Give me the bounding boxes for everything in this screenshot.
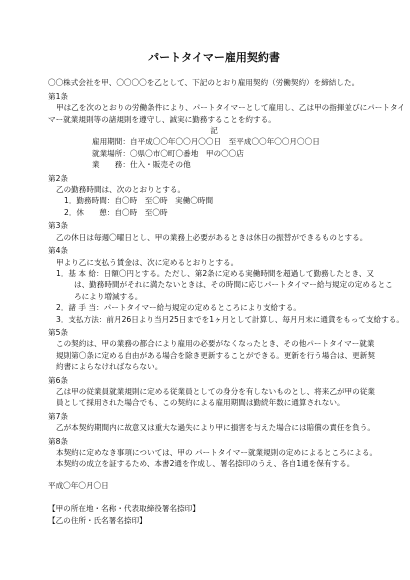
article-text: ろにより増減する。 bbox=[74, 291, 143, 301]
employee-signature-field: 【乙の住所・氏名署名捺印】 bbox=[48, 515, 147, 525]
article-text: 本契約の成立を証するため、本書2通を作成し、署名捺印のうえ、各自1通を保有する。 bbox=[56, 459, 355, 469]
document-title: パートタイマー雇用契約書 bbox=[148, 51, 280, 64]
article-6 bbox=[48, 375, 380, 409]
article-heading: 第8条 bbox=[48, 436, 69, 446]
job-duties: 業 務：仕入・販売その他 bbox=[92, 160, 191, 170]
article-text: 2．諸 手 当：パートタイマー給与規定の定めるところにより支給する。 bbox=[56, 303, 301, 313]
article-text: は、勤務時間がそれに満たないときは、その時間に応じパートタイマー給与規定の定めるとこ bbox=[74, 280, 393, 290]
article-text: 乙の勤務時間は、次のとおりとする。 bbox=[56, 185, 186, 195]
article-heading: 第5条 bbox=[48, 327, 69, 337]
signature-block bbox=[48, 503, 380, 526]
article-text: 1．勤務時間：自〇時 至〇時 実働〇時間 bbox=[64, 196, 214, 206]
article-text: この契約は、甲の業務の都合により雇用の必要がなくなったとき、その他パートタイマー就業 bbox=[56, 339, 375, 349]
contract-date: 平成〇年〇月〇日 bbox=[48, 480, 109, 490]
article-heading: 第1条 bbox=[48, 91, 69, 101]
article-text: 乙の休日は毎週〇曜日とし、甲の業務上必要があるときは休日の振替ができるものとする。 bbox=[56, 232, 368, 242]
article-text: 甲は乙を次のとおりの労働条件により、パートタイマーとして雇用し、乙は甲の指揮並びにパートタイ bbox=[56, 103, 406, 113]
article-3 bbox=[48, 220, 380, 243]
article-text: 2．休 憩：自〇時 至〇時 bbox=[64, 207, 168, 217]
article-1 bbox=[48, 91, 406, 171]
article-text: 乙が本契約期間内に故意又は重大な過失により甲に損害を与えた場合には賠償の責任を負う。 bbox=[56, 423, 375, 433]
article-text: 乙は甲の従業員就業規則に定める従業員としての身分を有しないものとし、将来乙が甲の従業 bbox=[56, 386, 375, 396]
article-heading: 第7条 bbox=[48, 411, 69, 421]
article-heading: 第3条 bbox=[48, 221, 69, 231]
article-text: 規則第〇条に定める自由がある場合を除き更新することができる。更新を行う場合は、更新契 bbox=[56, 350, 375, 360]
article-8 bbox=[48, 436, 380, 470]
article-text: 1．基 本 給：日額〇円とする。ただし、第2条に定める実働時間を超過して勤務したとき、又 bbox=[56, 268, 374, 278]
ki-label: 記 bbox=[210, 126, 218, 136]
article-heading: 第4条 bbox=[48, 246, 69, 256]
article-4 bbox=[48, 245, 404, 325]
work-location: 就業場所：〇県〇市〇町〇番地 甲の〇〇店 bbox=[92, 148, 244, 158]
employment-period: 雇用期間：自平成〇〇年〇〇月〇〇日 至平成〇〇年〇〇月〇〇日 bbox=[92, 137, 320, 147]
article-heading: 第6条 bbox=[48, 375, 69, 385]
article-text: 本契約に定めなき事項については、甲の パートタイマー就業規則の定めによるところによる。 bbox=[56, 448, 378, 457]
intro-text: 〇〇株式会社を甲、〇〇〇〇を乙として、下記のとおり雇用契約（労働契約）を締結した。 bbox=[48, 78, 360, 88]
article-heading: 第2条 bbox=[48, 173, 69, 183]
article-2 bbox=[48, 173, 380, 219]
article-text: 3．支払方法：前月26日より当月25日までを1ヶ月として計算し、毎月月末に通貨をもって支給する。 bbox=[56, 314, 404, 324]
article-text: 甲より乙に支払う賃金は、次に定めるとおりとする。 bbox=[56, 257, 239, 267]
article-text: 員として採用された場合でも、この契約による雇用期間は勤続年数に通算されない。 bbox=[56, 398, 345, 408]
employer-signature-field: 【甲の所在地・名称・代表取締役署名捺印】 bbox=[48, 504, 200, 514]
article-text: 約書によらなければならない。 bbox=[56, 362, 163, 372]
article-5 bbox=[48, 327, 380, 373]
article-text: マー就業規則等の諸規則を遵守し、誠実に勤務することを約する。 bbox=[48, 114, 276, 124]
article-7 bbox=[48, 411, 380, 434]
